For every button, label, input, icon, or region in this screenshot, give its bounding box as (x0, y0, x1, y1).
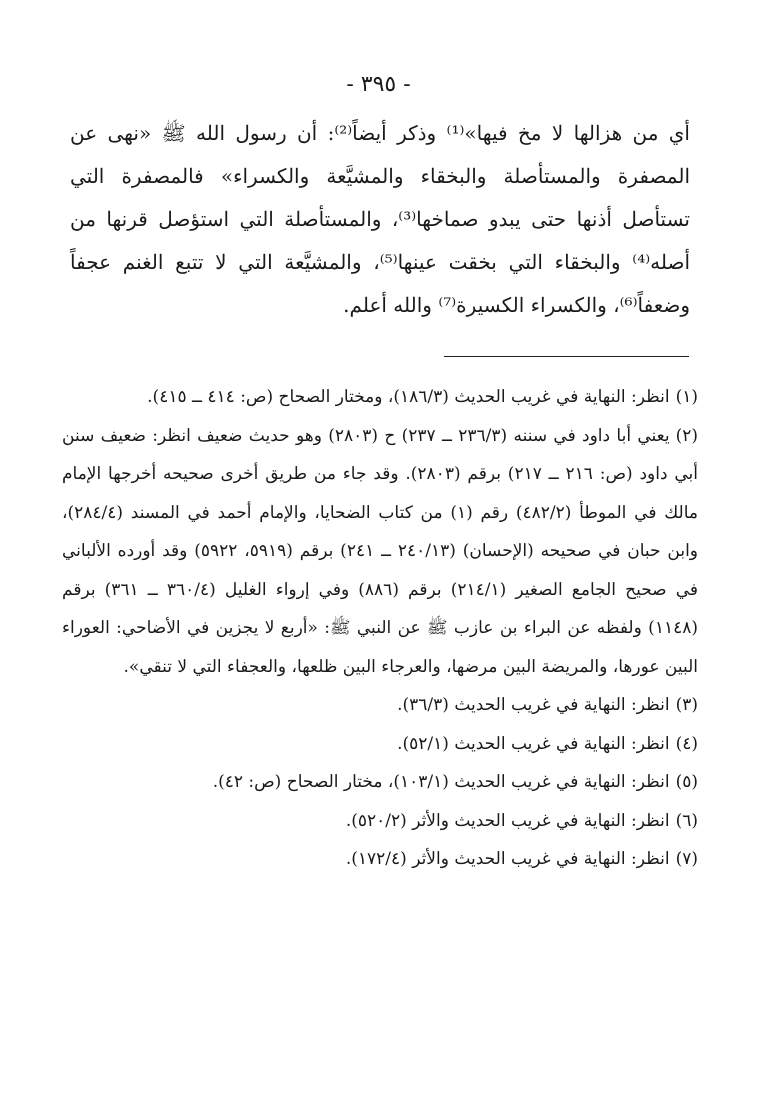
footnote-4 (62, 725, 698, 764)
footnote-number: (١) (675, 387, 698, 407)
footnote-7 (62, 840, 698, 879)
footnote-6 (62, 802, 698, 841)
main-paragraph: أي من هزالها لا مخ فيها»⁽¹⁾ وذكر أيضاً⁽²⁾: أن رسول الله ﷺ «نهى عن المصفرة والمستأصلة والبخقاء والمشيَّعة والكسراء» فالمصفرة التي تستأصل أذنها حتى يبدو صماخها⁽³⁾، والمستأصلة التي استؤصل قرنها من أصله⁽⁴⁾ والبخقاء التي بخقت عينها⁽⁵⁾، والمشيَّعة التي لا تتبع الغنم عجفاً وضعفاً⁽⁶⁾، والكسراء الكسيرة⁽⁷⁾ والله أعلم. (70, 121, 691, 317)
footnote-text: انظر: النهاية في غريب الحديث (١٠٣/١)، مختار الصحاح (ص: ٤٢). (212, 772, 670, 792)
footnote-1 (62, 378, 698, 417)
footnote-number: (٤) (675, 733, 698, 754)
footnote-number: (٥) (675, 772, 698, 792)
footnote-number: (٧) (675, 849, 698, 869)
footnote-text: انظر: النهاية في غريب الحديث (١٨٦/٣)، ومختار الصحاح (ص: ٤١٤ ــ ٤١٥). (147, 387, 670, 407)
footnote-5 (62, 763, 698, 802)
footnotes (62, 378, 698, 879)
main-body-text (70, 112, 690, 327)
footnote-number: (٣) (675, 695, 698, 715)
footnote-text: انظر: النهاية في غريب الحديث (٣٦/٣). (397, 695, 670, 715)
footnote-text: يعني أبا داود في سننه (٢٣٦/٣ ــ ٢٣٧) ح (٢٨٠٣) وهو حديث ضعيف انظر: ضعيف سنن أبي داود (ص: ٢١٦ ــ ٢١٧) برقم (٢٨٠٣). وقد جاء من طريق أخرى صحيحه أخرجها الإمام مالك في الموطأ (٤٨٢/٢) رقم (١) من كتاب الضحايا، والإمام أحمد في المسند (٢٨٤/٤)، وابن حبان في صحيحه (الإحسان) (٢٤٠/١٣ ــ ٢٤١) برقم (٥٩١٩، ٥٩٢٢) وقد أورده الألباني في صحيح الجامع الصغير (٢١٤/١) برقم (٨٨٦) وفي إرواء الغليل (٣٦٠/٤ ــ ٣٦١) برقم (١١٤٨) ولفظه عن البراء بن عازب ﷺ عن النبي ﷺ: «أربع لا يجزين في الأضاحي: العوراء البين عورها، والمريضة البين مرضها، والعرجاء البين ظلعها، والعجفاء التي لا تنقي». (62, 425, 699, 677)
footnote-text: انظر: النهاية في غريب الحديث (٥٢/١). (397, 733, 670, 754)
footnote-text: انظر: النهاية في غريب الحديث والأثر (٥٢٠/٢). (345, 810, 670, 831)
footnote-3 (62, 686, 698, 725)
footnote-number: (٢) (675, 425, 699, 446)
footnote-2 (62, 417, 698, 687)
footnote-divider (444, 356, 689, 357)
footnote-number: (٦) (675, 810, 698, 831)
footnote-text: انظر: النهاية في غريب الحديث والأثر (١٧٢/٤). (345, 849, 670, 869)
page-number: - ٣٩٥ - (346, 72, 411, 97)
